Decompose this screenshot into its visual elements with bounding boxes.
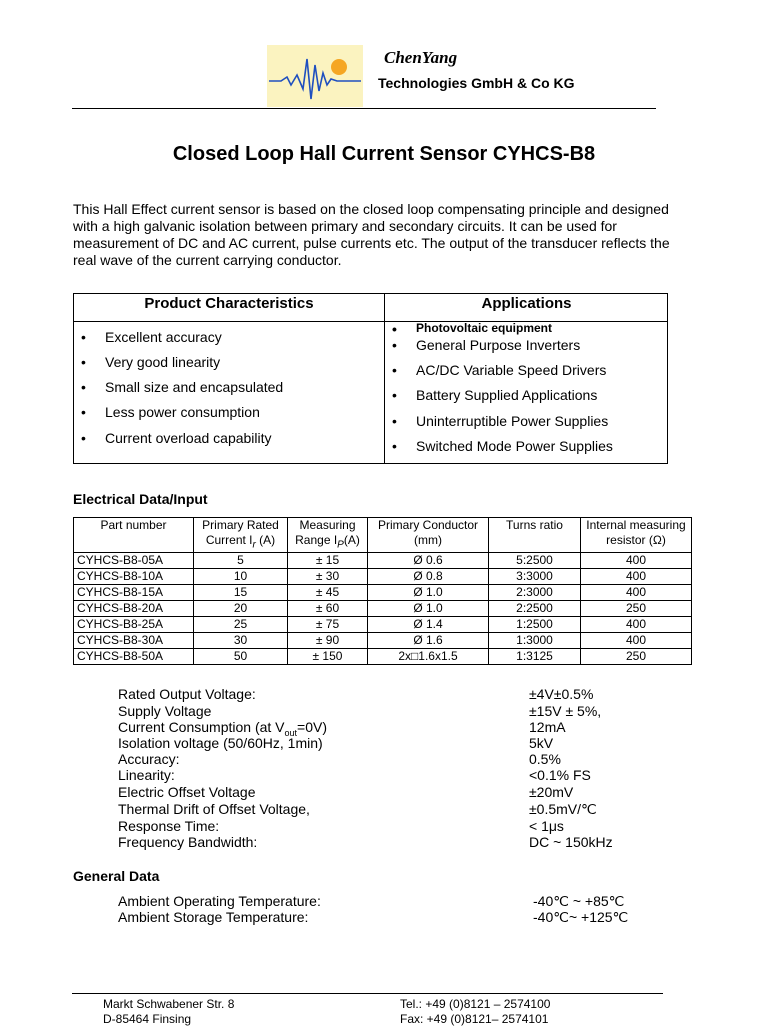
- table-cell: 400: [581, 569, 692, 585]
- page-title: Closed Loop Hall Current Sensor CYHCS-B8: [172, 143, 596, 165]
- intro-paragraph: This Hall Effect current sensor is based on the closed loop compensating principle and designed with a high galvanic isolation between primary and secondary circuits. It can be used for measurement of DC and AC current, pulse currents etc. The output of the transducer reflects the real wave of the current carrying conductor.: [73, 201, 670, 268]
- table-cell: 250: [581, 601, 692, 617]
- table-cell: 5:2500: [489, 553, 581, 569]
- table-cell: 30: [194, 633, 288, 649]
- table-cell: 1:3125: [489, 649, 581, 665]
- footer-street: Markt Schwabener Str. 8: [103, 997, 235, 1011]
- spec-value: -40℃ ~ +85℃: [533, 893, 625, 909]
- spec-value: 12mA: [529, 719, 566, 735]
- table-cell: ± 15: [288, 553, 368, 569]
- table-cell: 20: [194, 601, 288, 617]
- table-cell: CYHCS-B8-30A: [74, 633, 194, 649]
- header-divider: [72, 108, 656, 109]
- table-cell: Ø 0.6: [368, 553, 489, 569]
- table-cell: 1:3000: [489, 633, 581, 649]
- electrical-data-table: [73, 517, 692, 665]
- spec-value: < 1μs: [529, 818, 564, 834]
- spec-value: ±20mV: [529, 784, 574, 800]
- spec-value: 5kV: [529, 735, 554, 751]
- table-cell: Ø 1.4: [368, 617, 489, 633]
- table-row: [74, 569, 692, 585]
- table-cell: 400: [581, 553, 692, 569]
- table-cell: ± 90: [288, 633, 368, 649]
- table-cell: Ø 1.6: [368, 633, 489, 649]
- spec-label: Current Consumption (at $V_{out}=0V$): [118, 719, 328, 738]
- logo-wave-sun-icon: [267, 45, 363, 107]
- footer-divider: [72, 993, 663, 994]
- table-row: [74, 617, 692, 633]
- product-characteristics-header: Product Characteristics: [144, 295, 314, 312]
- col-part-number: Part number: [74, 518, 194, 553]
- company-name: Technologies GmbH & Co KG: [378, 75, 575, 91]
- table-cell: CYHCS-B8-15A: [74, 585, 194, 601]
- spec-label: Ambient Operating Temperature:: [118, 893, 321, 909]
- company-logo: [267, 45, 363, 107]
- table-cell: 1:2500: [489, 617, 581, 633]
- table-row: [74, 585, 692, 601]
- col-internal-resistor: Internal measuring resistor (Ω): [581, 518, 692, 553]
- table-cell: ± 30: [288, 569, 368, 585]
- table-cell: Ø 0.8: [368, 569, 489, 585]
- col-rated-current: Primary Rated Current $I_r$ (A): [194, 518, 288, 553]
- table-cell: 25: [194, 617, 288, 633]
- table-cell: 2:3000: [489, 585, 581, 601]
- spec-value: ±0.5mV/℃: [529, 801, 597, 817]
- table-cell: ± 60: [288, 601, 368, 617]
- table-cell: ± 45: [288, 585, 368, 601]
- table-row: [74, 553, 692, 569]
- footer-city: D-85464 Finsing: [103, 1012, 192, 1026]
- table-row: [74, 649, 692, 665]
- table-cell: 50: [194, 649, 288, 665]
- footer-fax: Fax: +49 (0)8121– 2574101: [400, 1012, 549, 1026]
- brand-name: ChenYang: [384, 48, 458, 67]
- col-measuring-range: Measuring Range $I_P(A)$: [288, 518, 368, 553]
- table-cell: 2x□1.6x1.5: [368, 649, 489, 665]
- spec-label: Response Time:: [118, 818, 220, 834]
- spec-label: Frequency Bandwidth:: [118, 834, 258, 850]
- applications-header: Applications: [481, 295, 572, 312]
- table-cell: 400: [581, 633, 692, 649]
- electrical-data-heading: Electrical Data/Input: [73, 491, 208, 507]
- footer-tel: Tel.: +49 (0)8121 – 2574100: [400, 997, 551, 1011]
- spec-label: Supply Voltage: [118, 703, 212, 719]
- table-cell: 3:3000: [489, 569, 581, 585]
- table-row: [74, 633, 692, 649]
- spec-label: Rated Output Voltage:: [118, 686, 256, 702]
- table-cell: 250: [581, 649, 692, 665]
- table-cell: ± 75: [288, 617, 368, 633]
- table-cell: ± 150: [288, 649, 368, 665]
- spec-value: -40℃~ +125℃: [533, 909, 629, 925]
- table-cell: CYHCS-B8-25A: [74, 617, 194, 633]
- spec-label: Thermal Drift of Offset Voltage,: [118, 801, 310, 817]
- spec-label: Linearity:: [118, 767, 175, 783]
- table-cell: CYHCS-B8-20A: [74, 601, 194, 617]
- spec-label: Accuracy:: [118, 751, 180, 767]
- table-cell: CYHCS-B8-05A: [74, 553, 194, 569]
- table-cell: CYHCS-B8-50A: [74, 649, 194, 665]
- table-cell: 400: [581, 585, 692, 601]
- spec-label: Electric Offset Voltage: [118, 784, 256, 800]
- col-turns-ratio: Turns ratio: [489, 518, 581, 553]
- table-cell: 5: [194, 553, 288, 569]
- col-primary-conductor: Primary Conductor (mm): [368, 518, 489, 553]
- spec-label: Ambient Storage Temperature:: [118, 909, 309, 925]
- table-cell: 2:2500: [489, 601, 581, 617]
- table-cell: CYHCS-B8-10A: [74, 569, 194, 585]
- table-cell: Ø 1.0: [368, 601, 489, 617]
- spec-value: ±4V±0.5%: [529, 686, 594, 702]
- spec-value: DC ~ 150kHz: [529, 834, 613, 850]
- table-cell: Ø 1.0: [368, 585, 489, 601]
- table-cell: 400: [581, 617, 692, 633]
- spec-label: Isolation voltage (50/60Hz, 1min): [118, 735, 323, 751]
- table-header-row: [74, 518, 692, 553]
- characteristics-table: Product Characteristics Applications • Excellent accuracy • Very good linearity • Small size and encapsulated • Less power consumption • Current overload capability • Photovoltaic equipment • General Purpose Inverters • AC/DC Variable Speed Drivers • Battery Supplied Applications • Uninterruptible Power Supplies • Switched Mode Power Supplies: [73, 293, 668, 464]
- table-row: [74, 601, 692, 617]
- general-data-heading: General Data: [73, 868, 160, 884]
- spec-value: 0.5%: [529, 751, 561, 767]
- spec-value: ±15V ± 5%,: [529, 703, 602, 719]
- table-cell: 10: [194, 569, 288, 585]
- table-cell: 15: [194, 585, 288, 601]
- spec-value: <0.1% FS: [529, 767, 591, 783]
